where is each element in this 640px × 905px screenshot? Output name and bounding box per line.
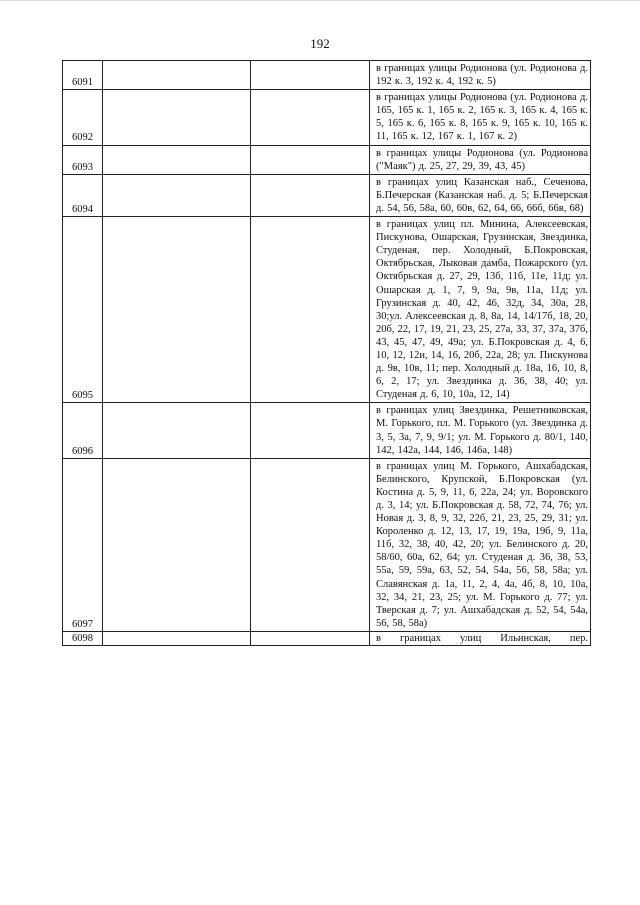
boundary-description: в границах улицы Родионова (ул. Родионова д. 192 к. 3, 192 к. 4, 192 к. 5) <box>370 61 591 90</box>
empty-cell <box>251 217 370 403</box>
row-number: 6096 <box>63 403 103 458</box>
empty-cell <box>103 458 251 631</box>
table-row <box>63 458 591 631</box>
empty-cell <box>103 631 251 645</box>
empty-cell <box>103 61 251 90</box>
row-number: 6097 <box>63 458 103 631</box>
table-row <box>63 61 591 90</box>
boundary-description: в границах улиц пл. Минина, Алексеевская, Пискунова, Ошарская, Грузинская, Звездинка, Студеная, пер. Холодный, Б.Покровская, Октябрьская, Лыковая дамба, Пожарского (ул. Октябрьская д. 27, 29, 13б, 11б, 11е, 11д; ул. Ошарская д. 1, 7, 9, 9а, 9в, 11а, 11д; ул. Грузинская д. 40, 42, 46, 32д, 34, 30а, 28, 30;ул. Алексеевская д. 8, 8а, 14, 14/17б, 18, 20, 20б, 22, 17, 19, 21, 23, 25, 27а, 33, 37, 37а, 37б, 43, 45, 47, 49, 49а; ул. Б.Покровская д. 4, 6, 10, 12, 12и, 14, 16, 20б, 22а, 28; ул. Пискунова д. 9в, 10в, 11; пер. Холодный д. 18а, 16, 10, 8, 6, 2, 17; ул. Звездинка д. 36, 38, 40; ул. Студеная д. 6, 10, 10а, 12, 14) <box>370 217 591 403</box>
empty-cell <box>251 631 370 645</box>
empty-cell <box>103 145 251 174</box>
row-number: 6091 <box>63 61 103 90</box>
row-number: 6094 <box>63 174 103 216</box>
boundary-description: в границах улицы Родионова (ул. Родионова ("Маяк") д. 25, 27, 29, 39, 43, 45) <box>370 145 591 174</box>
empty-cell <box>103 174 251 216</box>
boundary-description: в границах улиц Звездинка, Решетниковская, М. Горького, пл. М. Горького (ул. Звездинка д. 3, 5, 3а, 7, 9, 9/1; ул. М. Горького д. 80/1, 140, 142, 142а, 144, 146, 146а, 148) <box>370 403 591 458</box>
row-number: 6098 <box>63 631 103 645</box>
row-number: 6092 <box>63 90 103 145</box>
empty-cell <box>103 403 251 458</box>
table-row <box>63 403 591 458</box>
empty-cell <box>103 90 251 145</box>
row-number: 6095 <box>63 217 103 403</box>
table-row <box>63 90 591 145</box>
empty-cell <box>103 217 251 403</box>
table-row <box>63 631 591 645</box>
boundary-description: в границах улиц Ильинская, пер. <box>370 631 591 645</box>
table-row <box>63 145 591 174</box>
boundary-description: в границах улиц Казанская наб., Сеченова, Б.Печерская (Казанская наб. д. 5; Б.Печерская д. 54, 56, 58а, 60, 60в, 62, 64, 66, 66б, 66в, 68) <box>370 174 591 216</box>
boundary-description: в границах улицы Родионова (ул. Родионова д. 165, 165 к. 1, 165 к. 2, 165 к. 3, 165 к. 4, 165 к. 5, 165 к. 6, 165 к. 8, 165 к. 9, 165 к. 10, 165 к. 11, 165 к. 12, 167 к. 1, 167 к. 2) <box>370 90 591 145</box>
address-table <box>62 60 591 646</box>
row-number: 6093 <box>63 145 103 174</box>
empty-cell <box>251 458 370 631</box>
boundary-description: в границах улиц М. Горького, Ашхабадская, Белинского, Крупской, Б.Покровская (ул. Костина д. 5, 9, 11, 6, 22а, 24; ул. Воровского д. 3, 14; ул. Б.Покровская д. 58, 72, 74, 76; ул. Новая д. 3, 8, 9, 32, 22б, 21, 23, 25, 29, 31; ул. Короленко д. 12, 13, 17, 19, 19а, 19б, 9, 11а, 11б, 32, 38, 40, 42, 20; ул. Белинского д. 20, 58/60, 60а, 62, 64; ул. Студеная д. 36, 38, 53, 55а, 59, 59а, 63, 52, 54, 54а, 56, 58, 58а; ул. Славянская д. 1а, 11, 2, 4, 4а, 4б, 8, 10, 10а, 32, 34, 21, 23, 25; ул. М. Горького д. 77; ул. Тверская д. 7; ул. Ашхабадская д. 52, 54, 54а, 56, 58, 58а) <box>370 458 591 631</box>
page-number: 192 <box>310 36 330 51</box>
empty-cell <box>251 174 370 216</box>
scan-edge <box>0 0 640 1</box>
table-row <box>63 174 591 216</box>
table-row <box>63 217 591 403</box>
empty-cell <box>251 61 370 90</box>
empty-cell <box>251 145 370 174</box>
empty-cell <box>251 90 370 145</box>
empty-cell <box>251 403 370 458</box>
